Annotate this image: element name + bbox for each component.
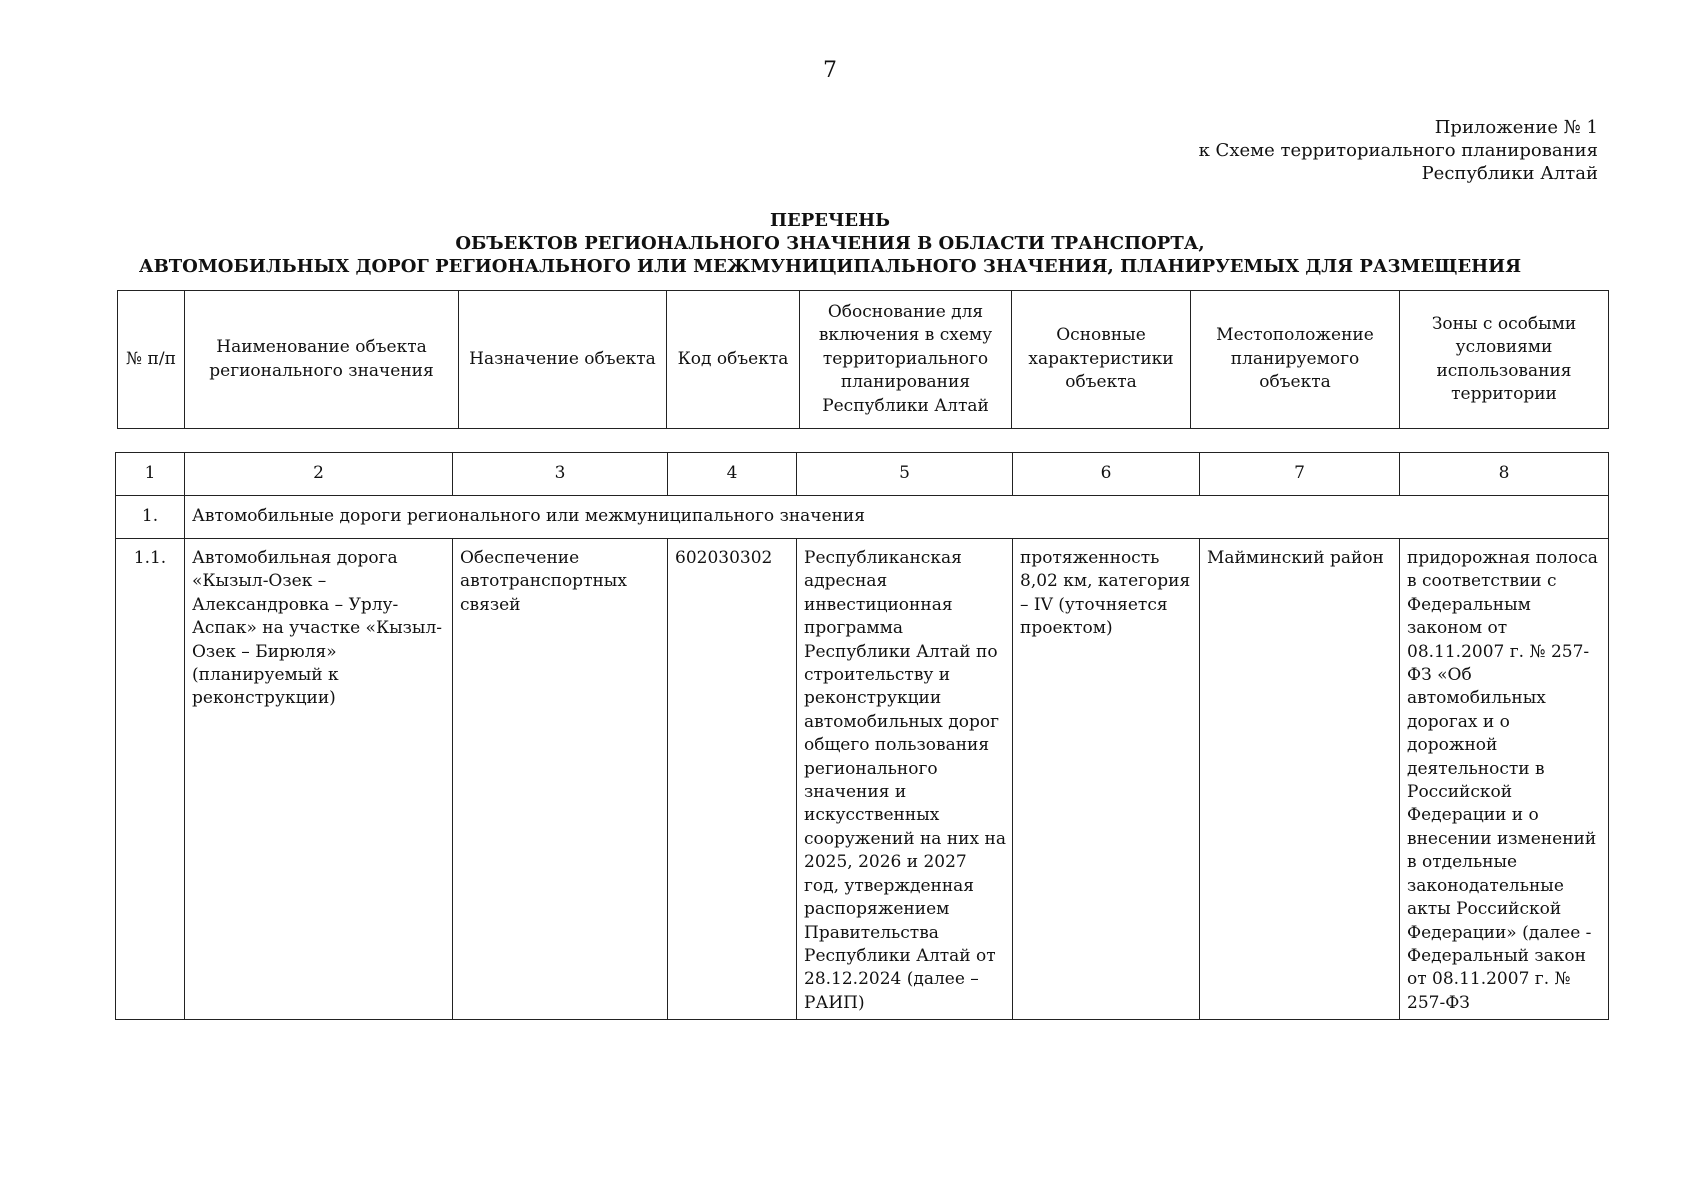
header-cell-purpose: Назначение объекта: [459, 291, 667, 429]
data-table: [115, 452, 1609, 1020]
row-index: 1.1.: [116, 539, 185, 1020]
header-row: [118, 291, 1609, 429]
row-zones: придорожная полоса в соответствии с Федеральным законом от 08.11.2007 г. № 257-ФЗ «Об автомобильных дорогах и о дорожной деятельности в Российской Федерации и о внесении изменений в отдельные законодательные акты Российской Федерации» (далее - Федеральный закон от 08.11.2007 г. № 257-ФЗ: [1400, 539, 1609, 1020]
row-name: Автомобильная дорога «Кызыл-Озек – Александровка – Урлу-Аспак» на участке «Кызыл-Озек – Бирюля» (планируемый к реконструкции): [185, 539, 453, 1020]
title-line: ПЕРЕЧЕНЬ: [770, 210, 890, 231]
column-number-cell: 1: [116, 453, 185, 496]
row-characteristics: протяженность 8,02 км, категория – IV (уточняется проектом): [1013, 539, 1200, 1020]
row-justification: Республиканская адресная инвестиционная программа Республики Алтай по строительству и реконструкции автомобильных дорог общего пользования регионального значения и искусственных сооружений на них на 2025, 2026 и 2027 год, утвержденная распоряжением Правительства Республики Алтай от 28.12.2024 (далее – РАИП): [797, 539, 1013, 1020]
table-row: [116, 539, 1609, 1020]
column-number-cell: 3: [453, 453, 668, 496]
row-code: 602030302: [668, 539, 797, 1020]
header-cell-zones: Зоны с особыми условиями использования территории: [1400, 291, 1609, 429]
column-number-cell: 7: [1200, 453, 1400, 496]
row-purpose: Обеспечение автотранспортных связей: [453, 539, 668, 1020]
section-index: 1.: [116, 496, 185, 539]
title-line: АВТОМОБИЛЬНЫХ ДОРОГ РЕГИОНАЛЬНОГО ИЛИ МЕЖМУНИЦИПАЛЬНОГО ЗНАЧЕНИЯ, ПЛАНИРУЕМЫХ ДЛЯ РАЗМЕЩЕНИЯ: [138, 256, 1522, 277]
appendix-line: Приложение № 1: [1434, 117, 1598, 138]
appendix-line: к Схеме территориального планирования: [1198, 140, 1598, 161]
header-cell-code: Код объекта: [667, 291, 800, 429]
column-number-cell: 4: [668, 453, 797, 496]
appendix-caption: [1199, 116, 1598, 185]
column-number-cell: 8: [1400, 453, 1609, 496]
header-cell-name: Наименование объекта регионального значения: [185, 291, 459, 429]
appendix-line: Республики Алтай: [1421, 163, 1598, 184]
header-cell-justification: Обоснование для включения в схему территориального планирования Республики Алтай: [800, 291, 1012, 429]
column-number-cell: 2: [185, 453, 453, 496]
page-number: 7: [823, 58, 837, 83]
header-cell-number: № п/п: [118, 291, 185, 429]
row-location: Майминский район: [1200, 539, 1400, 1020]
section-row: [116, 496, 1609, 539]
header-cell-characteristics: Основные характеристики объекта: [1012, 291, 1191, 429]
column-number-row: [116, 453, 1609, 496]
column-number-cell: 6: [1013, 453, 1200, 496]
section-title: Автомобильные дороги регионального или межмуниципального значения: [185, 496, 1609, 539]
header-table: [117, 290, 1609, 429]
title-line: ОБЪЕКТОВ РЕГИОНАЛЬНОГО ЗНАЧЕНИЯ В ОБЛАСТИ ТРАНСПОРТА,: [455, 233, 1205, 254]
column-number-cell: 5: [797, 453, 1013, 496]
header-cell-location: Местоположение планируемого объекта: [1191, 291, 1400, 429]
document-title: [0, 209, 1660, 278]
